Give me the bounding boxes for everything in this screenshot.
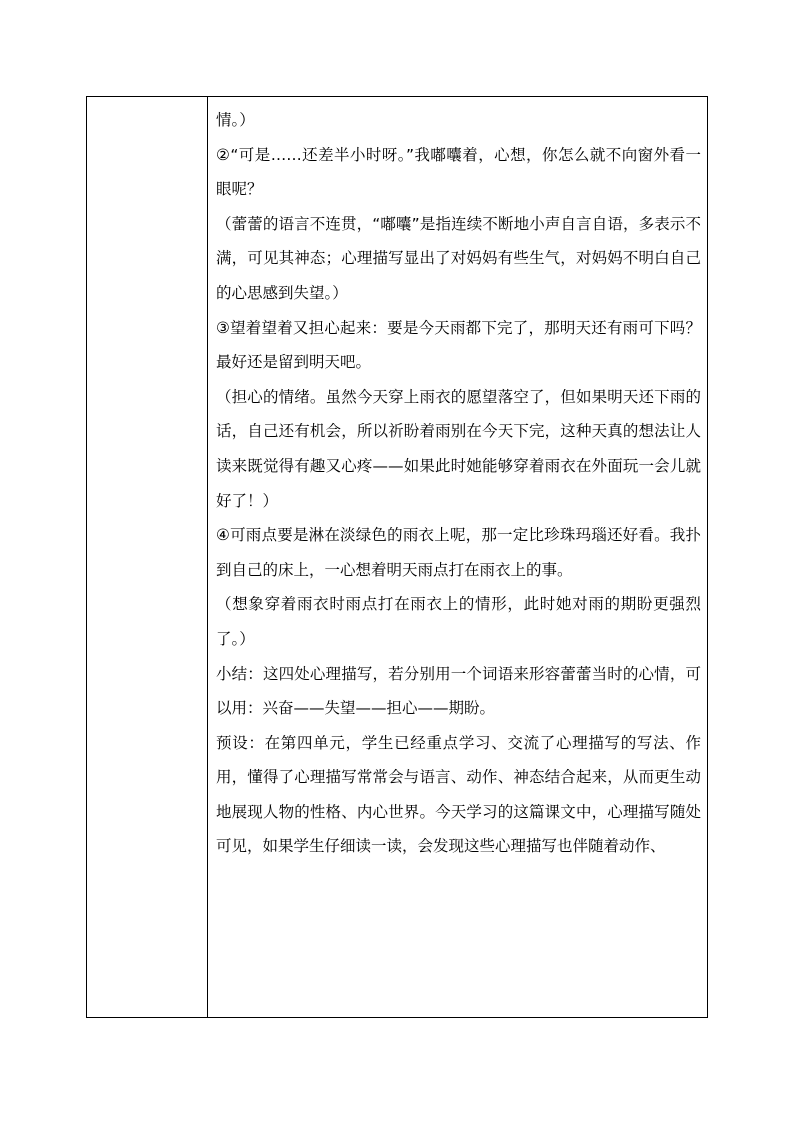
paragraph-analysis-2: （蕾蕾的语言不连贯，“嘟囔”是指连续不断地小声自言自语，多表示不满，可见其神态；心理描写显出了对妈妈有些生气，对妈妈不明白自己的心思感到失望。） — [216, 214, 701, 302]
paragraph-summary: 小结：这四处心理描写，若分别用一个词语来形容蕾蕾当时的心情，可以用：兴奋——失望——担心——期盼。 — [216, 664, 701, 718]
paragraph-analysis-3: （担心的情绪。虽然今天穿上雨衣的愿望落空了，但如果明天还下雨的话，自己还有机会，所以祈盼着雨别在今天下完，这种天真的想法让人读来既觉得有趣又心疼——如果此时她能够穿着雨衣在外面玩一会儿就好了！） — [216, 387, 701, 510]
paragraph-preset: 预设：在第四单元，学生已经重点学习、交流了心理描写的写法、作用，懂得了心理描写常常会与语言、动作、神态结合起来，从而更生动地展现人物的性格、内心世界。今天学习的这篇课文中，心理描写随处可见，如果学生仔细读一读，会发现这些心理描写也伴随着动作、 — [216, 733, 701, 856]
paragraph-quote-4: ④可雨点要是淋在淡绿色的雨衣上呢，那一定比珍珠玛瑙还好看。我扑到自己的床上，一心想着明天雨点打在雨衣上的事。 — [216, 526, 701, 579]
table-content-cell — [208, 97, 707, 1017]
lesson-table — [86, 96, 708, 1018]
paragraph-analysis-4: （想象穿着雨衣时雨点打在雨衣上的情形，此时她对雨的期盼更强烈了。） — [216, 595, 701, 648]
table-left-cell — [87, 97, 208, 1017]
paragraph-continuation: 情。） — [216, 111, 255, 129]
paragraph-quote-2: ②“可是……还差半小时呀。”我嘟囔着，心想，你怎么就不向窗外看一眼呢？ — [216, 145, 701, 199]
paragraph-quote-3: ③望着望着又担心起来：要是今天雨都下完了，那明天还有雨可下吗？最好还是留到明天吧。 — [216, 318, 701, 372]
